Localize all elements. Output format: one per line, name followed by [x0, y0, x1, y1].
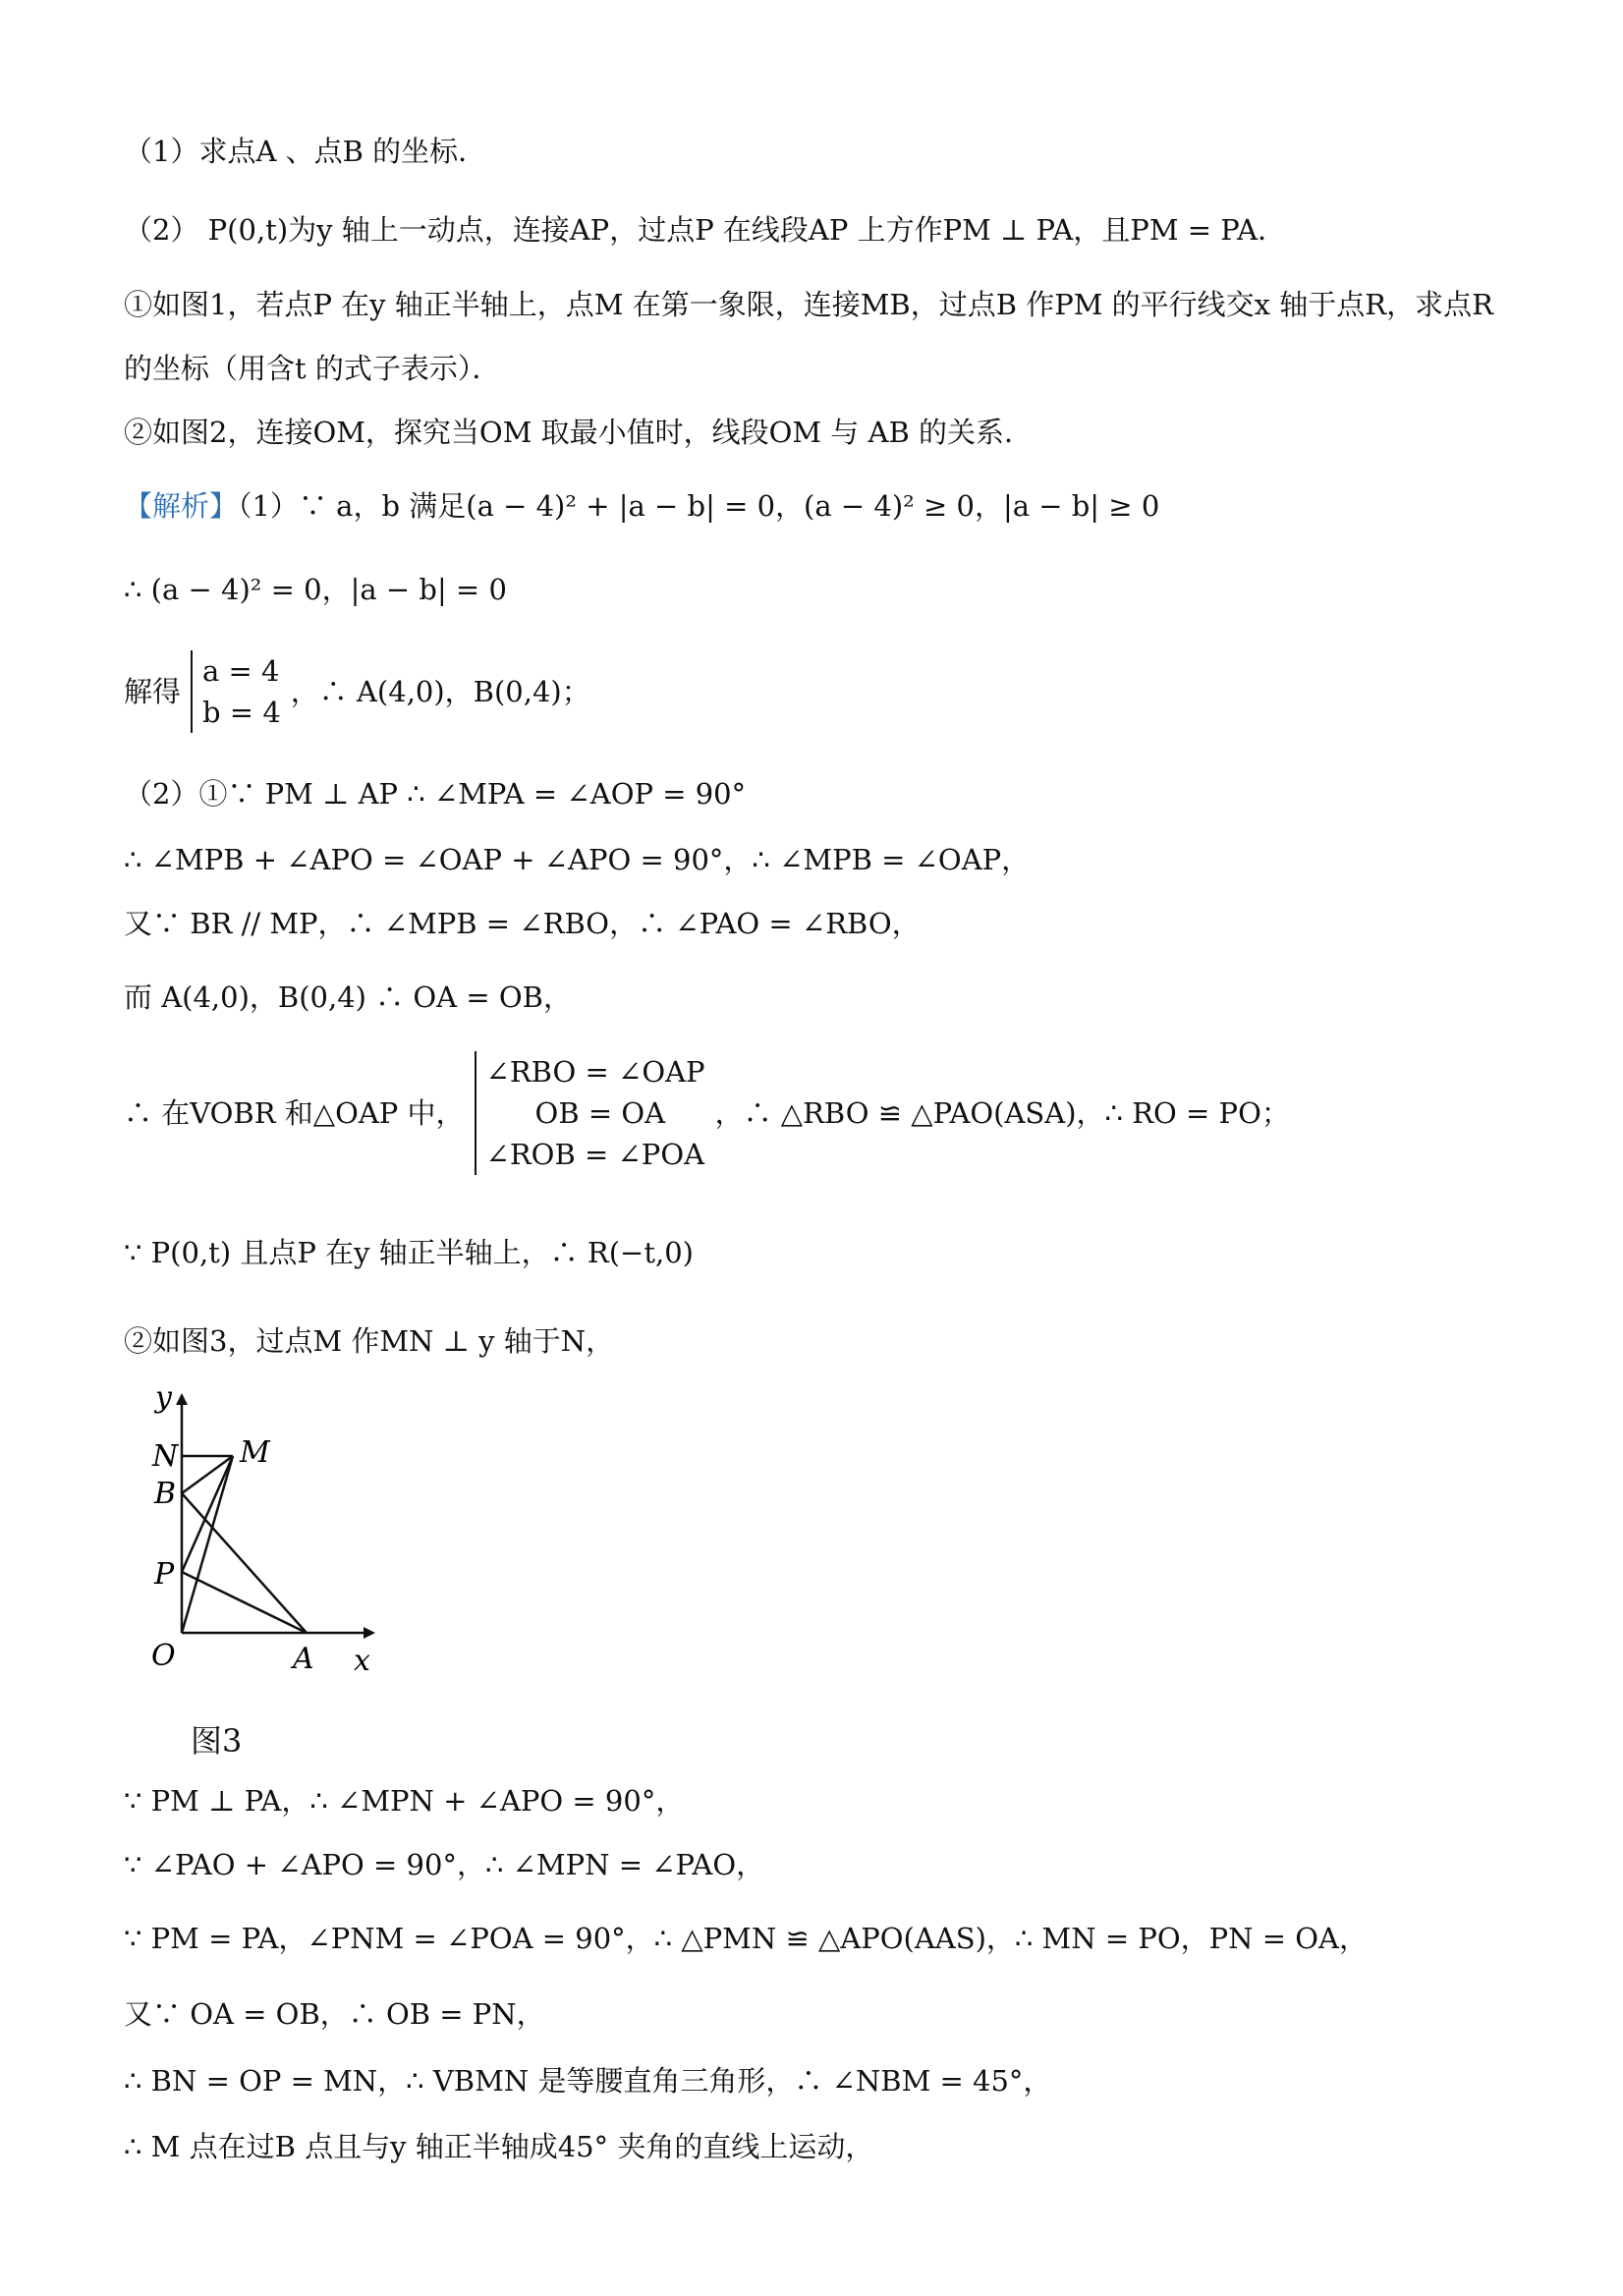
equation-system-2 [475, 1051, 705, 1175]
line-analysis-1 [124, 486, 1159, 526]
label-y: y [155, 1380, 172, 1415]
line-q2-part1: ①如图1，若点P 在y 轴正半轴上，点M 在第一象限，连接MB，过点B 作PM 的平行线交x 轴于点R，求点R [124, 288, 1493, 321]
line-part2-3: ∵ ∠PAO + ∠APO = 90°，∴ ∠MPN = ∠PAO， [124, 1848, 765, 1881]
figure-3-caption: 图3 [191, 1722, 243, 1760]
line-q2: （2） P(0,t)为y 轴上一动点，连接AP，过点P 在线段AP 上方作PM ⊥ PA，且PM = PA． [124, 213, 1287, 247]
system2-eq3: ∠ROB = ∠POA [485, 1138, 705, 1171]
system2-eq1: ∠RBO = ∠OAP [485, 1055, 705, 1089]
line-q1: （1）求点A 、点B 的坐标． [124, 135, 487, 168]
line-proof-4: 而 A(4,0)，B(0,4) ∴ OA = OB， [124, 980, 572, 1014]
line-proof-6: ∵ P(0,t) 且点P 在y 轴正半轴上，∴ R(−t,0) [124, 1236, 694, 1269]
system1-eq1: a = 4 [202, 654, 280, 688]
line-proof-2: ∴ ∠MPB + ∠APO = ∠OAP + ∠APO = 90°，∴ ∠MPB = ∠OAP， [124, 843, 1031, 876]
line-q2-part2: ②如图2，连接OM，探究当OM 取最小值时，线段OM 与 AB 的关系． [124, 416, 1033, 449]
label-O: O [151, 1639, 176, 1673]
label-M: M [240, 1435, 270, 1470]
line-part2-6: ∴ BN = OP = MN，∴ VBMN 是等腰直角三角形，∴ ∠NBM = 45°， [124, 2064, 1052, 2098]
line-solve [124, 650, 590, 733]
solve-prefix: 解得 [124, 675, 182, 708]
line-proof-1: （2）①∵ PM ⊥ AP ∴ ∠MPA = ∠AOP = 90° [124, 777, 747, 811]
line-part2-7: ∴ M 点在过B 点且与y 轴正半轴成45° 夹角的直线上运动， [124, 2130, 874, 2163]
line-proof-3: 又∵ BR // MP，∴ ∠MPB = ∠RBO，∴ ∠PAO = ∠RBO， [124, 907, 921, 940]
line-part2-4: ∵ PM = PA，∠PNM = ∠POA = 90°，∴ △PMN ≌ △APO(AAS)，∴ MN = PO，PN = OA， [124, 1922, 1368, 1955]
system2-eq2: OB = OA [534, 1096, 666, 1130]
line-proof-5 [124, 1051, 1290, 1175]
line-q2-part1-cont: 的坐标（用含t 的式子表示）． [124, 352, 501, 385]
system1-eq2: b = 4 [202, 696, 281, 729]
x-axis-arrow-icon [364, 1627, 375, 1639]
segment-BA [182, 1493, 307, 1633]
line-part2-1: ②如图3，过点M 作MN ⊥ y 轴于N， [124, 1324, 615, 1358]
analysis-tag: 【解析】 [124, 489, 239, 523]
label-N: N [152, 1439, 179, 1474]
congruence-result: ，∴ △RBO ≌ △PAO(ASA)，∴ RO = PO； [714, 1096, 1290, 1130]
line-part2-2: ∵ PM ⊥ PA，∴ ∠MPN + ∠APO = 90°， [124, 1784, 685, 1818]
solve-result: ，∴ A(4,0)，B(0,4)； [290, 675, 590, 708]
analysis-text: （1）∵ a，b 满足(a − 4)² + |a − b| = 0，(a − 4)² ≥ 0，|a − b| ≥ 0 [238, 489, 1160, 523]
label-B: B [154, 1477, 177, 1511]
label-A: A [293, 1642, 314, 1676]
y-axis-arrow-icon [176, 1393, 188, 1405]
segment-OM [182, 1456, 233, 1633]
figure-3 [118, 1375, 413, 1729]
line-part2-5: 又∵ OA = OB，∴ OB = PN， [124, 1997, 545, 2031]
label-x: x [354, 1644, 370, 1678]
equation-system-1 [191, 650, 281, 733]
line-analysis-2: ∴ (a − 4)² = 0，|a − b| = 0 [124, 573, 507, 606]
label-P: P [154, 1557, 175, 1592]
segment-PA [182, 1572, 307, 1633]
congruence-intro: ∴ 在VOBR 和△OAP 中， [124, 1096, 465, 1130]
